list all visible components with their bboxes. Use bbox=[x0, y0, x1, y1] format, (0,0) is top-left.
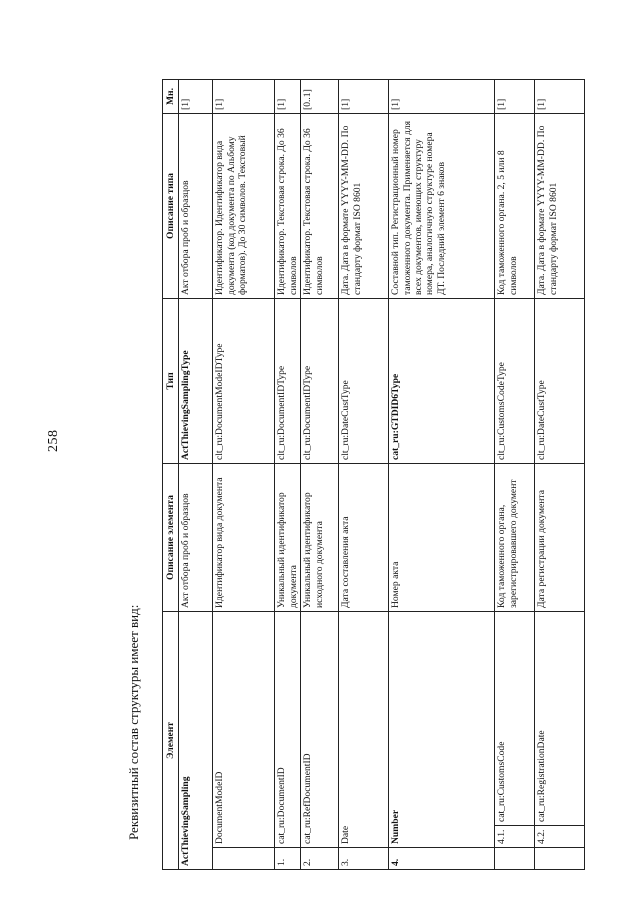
cell-type: clt_ru:DateCustType bbox=[339, 299, 389, 464]
table-row bbox=[213, 80, 275, 870]
cell-indent bbox=[495, 848, 535, 870]
cell-description: Акт отбора проб и образцов bbox=[179, 464, 213, 612]
cell-number: 1. bbox=[275, 848, 301, 870]
table-row bbox=[389, 80, 495, 870]
header-element: Элемент bbox=[163, 612, 179, 870]
spec-table bbox=[162, 79, 585, 870]
cell-multiplicity: [1] bbox=[179, 80, 213, 114]
cell-type: clt_ru:CustomsCodeType bbox=[495, 299, 535, 464]
cell-type-description: Идентификатор. Текстовая строка. До 36 символов bbox=[275, 114, 301, 299]
rotated-table-container bbox=[162, 80, 632, 870]
cell-type-description: Идентификатор. Идентификатор вида документа (код документа по Альбому форматов). До 30 символов. Текстовый bbox=[213, 114, 275, 299]
header-element-description: Описание элемента bbox=[163, 464, 179, 612]
table-row bbox=[275, 80, 301, 870]
cell-subnumber: 4.1. bbox=[495, 826, 535, 848]
cell-description: Уникальный идентификатор исходного документа bbox=[301, 464, 339, 612]
cell-description: Номер акта bbox=[389, 464, 495, 612]
cell-type: clt_ru:DocumentIDType bbox=[275, 299, 301, 464]
header-type: Тип bbox=[163, 299, 179, 464]
table-row bbox=[301, 80, 339, 870]
cell-multiplicity: [1] bbox=[275, 80, 301, 114]
table-row bbox=[535, 80, 585, 870]
cell-type-description: Составной тип. Регистрационный номер таможенного документа. Применяется для всех документов, имеющих структуру номера, аналогичную структуре номера ДТ. Последний элемент 6 знаков bbox=[389, 114, 495, 299]
cell-multiplicity: [1] bbox=[213, 80, 275, 114]
cell-subnumber: 4.2. bbox=[535, 826, 585, 848]
cell-indent bbox=[213, 848, 275, 870]
cell-type-description: Акт отбора проб и образцов bbox=[179, 114, 213, 299]
cell-indent bbox=[535, 848, 585, 870]
cell-type-description: Дата. Дата в формате YYYY-MM-DD. По стандарту формат ISO 8601 bbox=[339, 114, 389, 299]
cell-description: Идентификатор вида документа bbox=[213, 464, 275, 612]
cell-element: cat_ru:RegistrationDate bbox=[535, 612, 585, 826]
cell-multiplicity: [1] bbox=[339, 80, 389, 114]
cell-element: cat_ru:DocumentID bbox=[275, 612, 301, 848]
cell-multiplicity: [1] bbox=[535, 80, 585, 114]
table-row bbox=[179, 80, 213, 870]
cell-type: cat_ru:GTDID6Type bbox=[389, 299, 495, 464]
table-header-row bbox=[163, 80, 179, 870]
cell-description: Уникальный идентификатор документа bbox=[275, 464, 301, 612]
page-number: 258 bbox=[46, 429, 61, 452]
cell-multiplicity: [0..1] bbox=[301, 80, 339, 114]
table-row bbox=[339, 80, 389, 870]
header-multiplicity: Мн. bbox=[163, 80, 179, 114]
cell-element: Date bbox=[339, 612, 389, 848]
cell-multiplicity: [1] bbox=[389, 80, 495, 114]
cell-description: Дата составления акта bbox=[339, 464, 389, 612]
cell-type-description: Идентификатор. Текстовая строка. До 36 символов bbox=[301, 114, 339, 299]
cell-number: 3. bbox=[339, 848, 389, 870]
cell-type-description: Код таможенного органа. 2, 5 или 8 символов bbox=[495, 114, 535, 299]
cell-number: 2. bbox=[301, 848, 339, 870]
cell-multiplicity: [1] bbox=[495, 80, 535, 114]
cell-element: ActThievingSampling bbox=[179, 612, 213, 870]
cell-number: 4. bbox=[389, 848, 495, 870]
intro-text: Реквизитный состав структуры имеет вид: bbox=[126, 604, 141, 840]
cell-description: Код таможенного органа, зарегистрировавшего документ bbox=[495, 464, 535, 612]
cell-description: Дата регистрации документа bbox=[535, 464, 585, 612]
cell-element: cat_ru:CustomsCode bbox=[495, 612, 535, 826]
cell-type: clt_ru:DocumentIDType bbox=[301, 299, 339, 464]
cell-type: ActThievingSamplingType bbox=[179, 299, 213, 464]
header-type-description: Описание типа bbox=[163, 114, 179, 299]
table-row bbox=[495, 80, 535, 870]
cell-element: Number bbox=[389, 612, 495, 848]
cell-type-description: Дата. Дата в формате YYYY-MM-DD. По стандарту формат ISO 8601 bbox=[535, 114, 585, 299]
cell-element: cat_ru:RefDocumentID bbox=[301, 612, 339, 848]
cell-type: clt_ru:DocumentModeIDType bbox=[213, 299, 275, 464]
cell-element: DocumentModeID bbox=[213, 612, 275, 848]
cell-type: clt_ru:DateCustType bbox=[535, 299, 585, 464]
